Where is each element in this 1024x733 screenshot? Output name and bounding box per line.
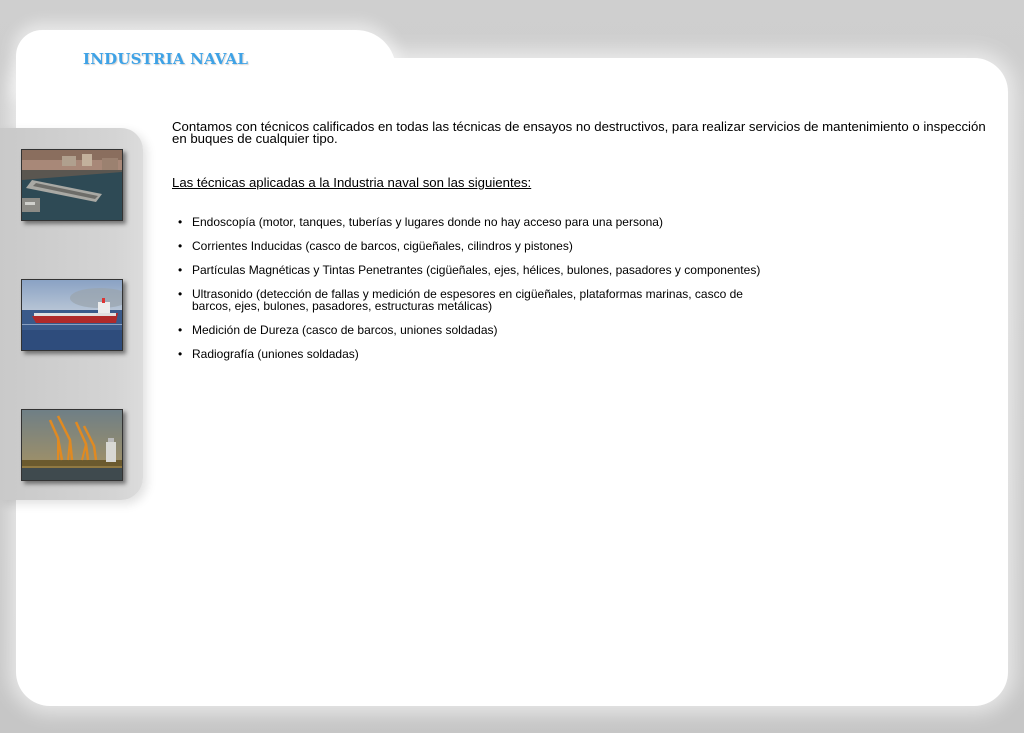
intro-paragraph: Contamos con técnicos calificados en todas las técnicas de ensayos no destructivos, para realizar servicios de mantenimiento o inspección en buques de cualquier tipo. (172, 119, 986, 146)
list-item (172, 240, 772, 252)
technique-ultrasonido: Ultrasonido (detección de fallas y medición de espesores en cigüeñales, plataformas marinas, casco de barcos, ejes, bulones, pasadores, estructuras metálicas) (192, 287, 743, 313)
list-item (172, 288, 772, 312)
list-item (172, 216, 772, 228)
list-item (172, 324, 772, 336)
technique-particulas-magneticas: Partículas Magnéticas y Tintas Penetrantes (cigüeñales, ejes, hélices, bulones, pasadores y componentes) (192, 263, 761, 277)
bullet-icon: • (178, 263, 183, 277)
bullet-icon: • (178, 323, 183, 337)
technique-radiografia: Radiografía (uniones soldadas) (192, 347, 359, 361)
technique-corrientes-inducidas: Corrientes Inducidas (casco de barcos, cigüeñales, cilindros y pistones) (192, 239, 573, 253)
cargo-ship-photo (21, 279, 123, 351)
technique-endoscopia: Endoscopía (motor, tanques, tuberías y lugares donde no hay acceso para una persona) (192, 215, 663, 229)
port-cranes-photo (21, 409, 123, 481)
bullet-icon: • (178, 347, 183, 361)
techniques-subtitle: Las técnicas aplicadas a la Industria naval son las siguientes: (172, 175, 532, 190)
technique-medicion-dureza: Medición de Dureza (casco de barcos, uniones soldadas) (192, 323, 498, 337)
main-content (172, 121, 998, 372)
shipyard-aerial-photo (21, 149, 123, 221)
list-item (172, 264, 772, 276)
bullet-icon: • (178, 239, 183, 253)
bullet-icon: • (178, 215, 183, 229)
page-title: INDUSTRIA NAVAL (83, 50, 249, 68)
techniques-list (172, 216, 998, 360)
bullet-icon: • (178, 287, 183, 301)
list-item (172, 348, 772, 360)
